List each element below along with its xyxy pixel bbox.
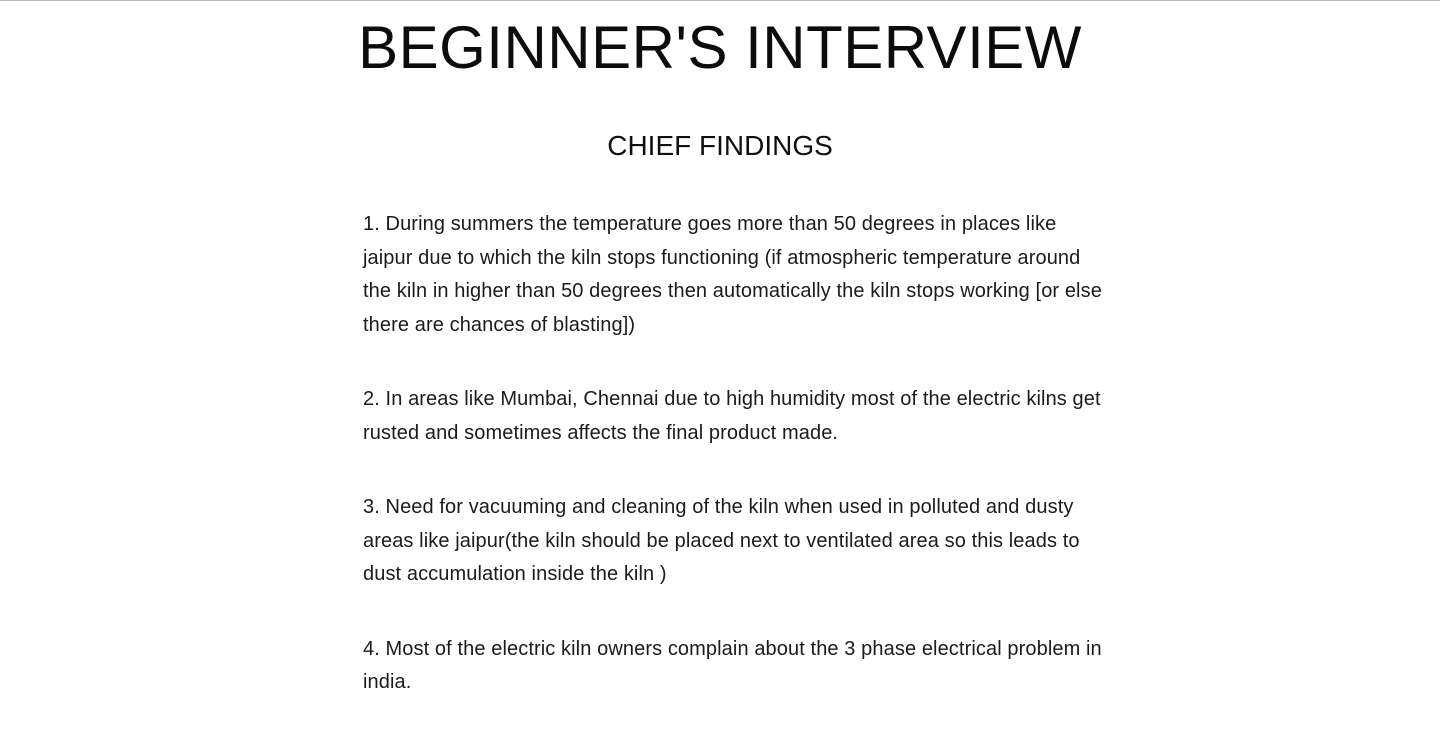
top-divider: [0, 0, 1440, 1]
section-heading: CHIEF FINDINGS: [607, 130, 833, 161]
finding-item-2: 2. In areas like Mumbai, Chennai due to high humidity most of the electric kilns get rusted and sometimes affects the final product made.: [363, 388, 1101, 444]
finding-item-4: 4. Most of the electric kiln owners complain about the 3 phase electrical problem in india.: [363, 637, 1102, 693]
page-title: BEGINNER'S INTERVIEW: [358, 14, 1082, 81]
finding-item-3: 3. Need for vacuuming and cleaning of the kiln when used in polluted and dusty areas like jaipur(the kiln should be placed next to ventilated area so this leads to dust accumulation inside the kiln ): [363, 496, 1080, 585]
finding-item-1: 1. During summers the temperature goes more than 50 degrees in places like jaipur due to which the kiln stops functioning (if atmospheric temperature around the kiln in higher than 50 degrees then automatically the kiln stops working [or else there are chances of blasting]): [363, 213, 1102, 336]
findings-list: [363, 208, 1103, 700]
